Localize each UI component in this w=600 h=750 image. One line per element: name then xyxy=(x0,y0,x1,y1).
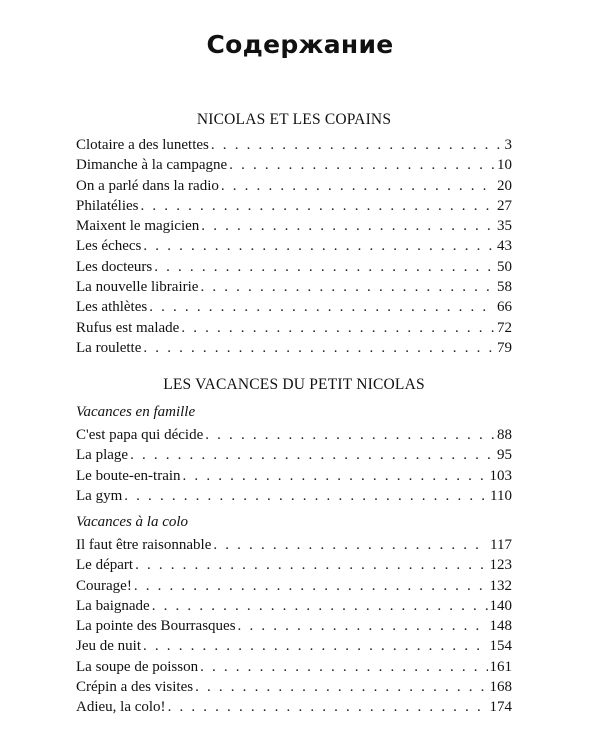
toc-entry-page: 168 xyxy=(489,679,512,696)
toc-entry-title: La baignade xyxy=(76,597,150,614)
toc-entry-page: 148 xyxy=(489,618,512,635)
toc-entry-title: On a parlé dans la radio xyxy=(76,177,219,194)
toc-entry[interactable] xyxy=(76,155,512,175)
toc-entry-page: 123 xyxy=(489,557,512,574)
toc-entry-page: 27 xyxy=(497,197,512,214)
subsection-heading: Vacances à la colo xyxy=(76,514,189,530)
toc-entry-title: Le boute-en-train xyxy=(76,467,181,484)
section-heading: NICOLAS ET LES COPAINS xyxy=(196,111,392,128)
toc-entry-page: 50 xyxy=(497,258,512,275)
toc-entry[interactable] xyxy=(76,216,512,236)
toc-entry[interactable] xyxy=(76,616,512,636)
toc-entry-title: Clotaire a des lunettes xyxy=(76,137,209,153)
toc-entry[interactable] xyxy=(76,596,512,616)
toc-entry-page: 174 xyxy=(489,699,512,716)
toc-entry-page: 35 xyxy=(497,218,512,235)
toc-entry[interactable] xyxy=(76,657,512,677)
toc-entry-title: La roulette xyxy=(76,339,142,356)
leader-dots xyxy=(143,636,488,656)
toc-entry-title: Adieu, la colo! xyxy=(76,699,166,716)
toc-entry-page: 79 xyxy=(497,339,512,356)
toc-entry[interactable] xyxy=(76,176,512,196)
toc-entry-title: Jeu de nuit xyxy=(76,638,141,655)
toc-entry-page: 95 xyxy=(497,447,512,464)
leader-dots xyxy=(135,555,487,575)
toc-entry-page: 20 xyxy=(497,177,512,194)
toc-entry[interactable] xyxy=(76,636,512,656)
leader-dots xyxy=(200,277,495,297)
toc-entry[interactable] xyxy=(76,697,512,717)
toc-entry[interactable] xyxy=(76,277,512,297)
toc-entry-title: La plage xyxy=(76,447,129,464)
toc-entry-title: La gym xyxy=(76,487,123,504)
toc-entry[interactable] xyxy=(76,338,512,358)
toc-entry[interactable] xyxy=(76,466,512,486)
subsection-heading: Vacances en famille xyxy=(76,404,196,420)
toc-entry-title: La soupe de poisson xyxy=(76,658,199,675)
toc-entry-page: 110 xyxy=(490,487,512,504)
toc-entry-title: Les docteurs xyxy=(76,258,153,275)
leader-dots xyxy=(141,196,496,216)
leader-dots xyxy=(201,216,495,236)
toc-entry-title: Il faut être raisonnable xyxy=(76,537,212,553)
toc-entry-title: La nouvelle librairie xyxy=(76,279,199,296)
leader-dots xyxy=(143,236,495,256)
leader-dots xyxy=(152,596,488,616)
toc-entry[interactable] xyxy=(76,257,512,277)
toc-entry-page: 161 xyxy=(489,658,512,675)
toc-entry-page: 117 xyxy=(490,537,512,553)
toc-entry-page: 103 xyxy=(489,467,512,484)
leader-dots xyxy=(124,486,488,506)
leader-dots xyxy=(195,677,487,697)
toc-entry[interactable] xyxy=(76,555,512,575)
toc-entry[interactable] xyxy=(76,196,512,216)
toc-entry-page: 88 xyxy=(497,427,512,443)
toc-entry-title: Les athlètes xyxy=(76,299,148,316)
leader-dots xyxy=(213,535,488,555)
leader-dots xyxy=(149,297,495,317)
toc-entry-page: 58 xyxy=(497,279,512,296)
leader-dots xyxy=(200,657,487,677)
leader-dots xyxy=(229,155,495,175)
toc-entry-title: La pointe des Bourrasques xyxy=(76,618,236,635)
toc-entry-title: Les échecs xyxy=(76,238,142,255)
leader-dots xyxy=(221,176,495,196)
toc-entry-title: C'est papa qui décide xyxy=(76,427,204,443)
toc-entry-title: Courage! xyxy=(76,577,132,594)
leader-dots xyxy=(238,616,488,636)
toc-entry[interactable] xyxy=(76,535,512,555)
toc-entry-page: 72 xyxy=(497,319,512,336)
toc-entry-title: Dimanche à la campagne xyxy=(76,157,228,174)
toc-entry-page: 10 xyxy=(497,157,512,174)
leader-dots xyxy=(183,466,488,486)
toc-entry-title: Philatélies xyxy=(76,197,139,214)
leader-dots xyxy=(154,257,495,277)
toc-entry[interactable] xyxy=(76,135,512,155)
toc-entry[interactable] xyxy=(76,318,512,338)
toc-entry-page: 66 xyxy=(497,299,512,316)
leader-dots xyxy=(181,318,495,338)
toc-entry-page: 3 xyxy=(504,137,512,153)
leader-dots xyxy=(168,697,488,717)
toc-entry[interactable] xyxy=(76,677,512,697)
toc-entry-page: 43 xyxy=(497,238,512,255)
leader-dots xyxy=(130,445,495,465)
toc-entry-title: Rufus est malade xyxy=(76,319,180,336)
leader-dots xyxy=(143,338,495,358)
leader-dots xyxy=(134,576,488,596)
toc-entry[interactable] xyxy=(76,445,512,465)
section-heading: LES VACANCES DU PETIT NICOLAS xyxy=(163,376,425,393)
toc-list xyxy=(76,425,512,506)
toc-entry-page: 132 xyxy=(489,577,512,594)
page-title: Содержание xyxy=(206,30,394,59)
toc-entry-page: 140 xyxy=(489,597,512,614)
toc-list xyxy=(76,135,512,358)
toc-entry[interactable] xyxy=(76,236,512,256)
leader-dots xyxy=(205,425,495,445)
toc-entry-title: Crépin a des visites xyxy=(76,679,194,696)
leader-dots xyxy=(211,135,503,155)
toc-entry-title: Le départ xyxy=(76,557,134,574)
toc-list xyxy=(76,535,512,718)
toc-entry[interactable] xyxy=(76,576,512,596)
toc-entry[interactable] xyxy=(76,425,512,445)
toc-entry-title: Maixent le magicien xyxy=(76,218,200,235)
toc-entry[interactable] xyxy=(76,486,512,506)
toc-entry-page: 154 xyxy=(489,638,512,655)
toc-entry[interactable] xyxy=(76,297,512,317)
